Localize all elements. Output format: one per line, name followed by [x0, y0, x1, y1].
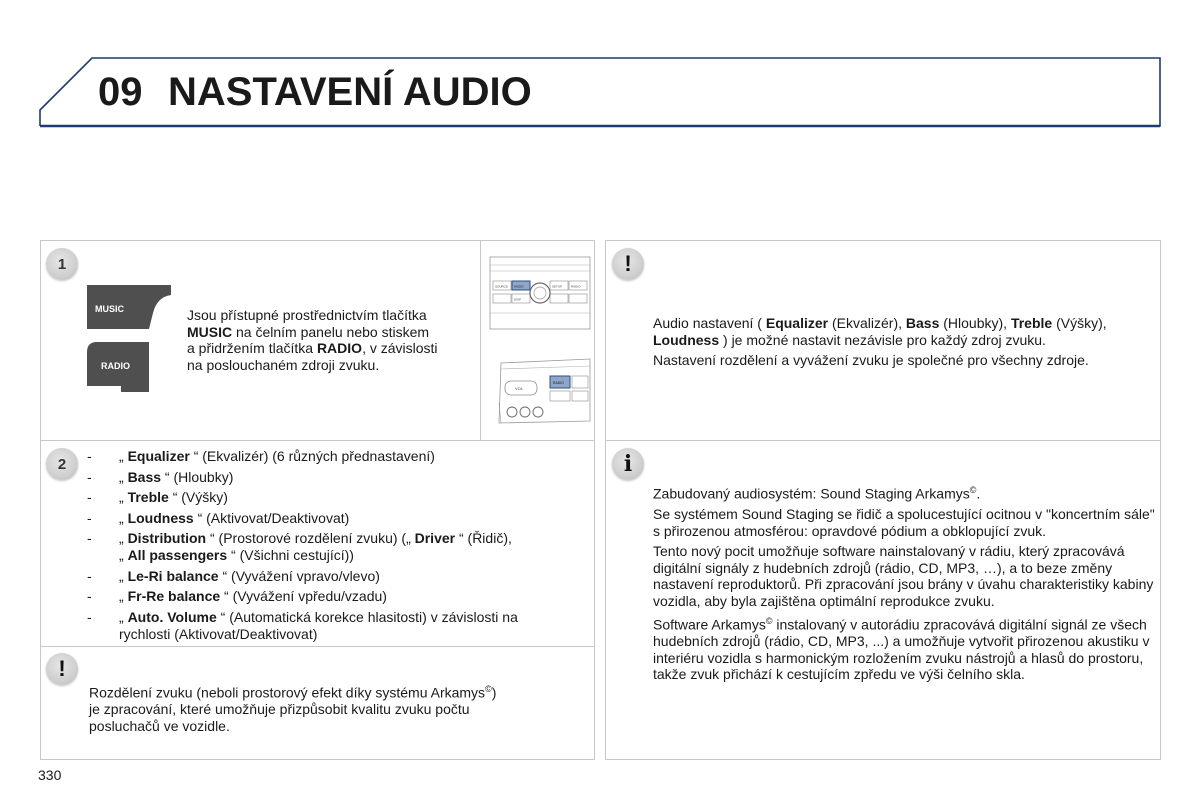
chapter-title: NASTAVENÍ AUDIO: [168, 70, 532, 114]
list-item: - „ Fr-Re balance “ (Vyvážení vpředu/vzadu): [87, 588, 387, 604]
page-number: 330: [38, 767, 62, 783]
audio-settings-list: [87, 448, 587, 646]
svg-text:SETUP: SETUP: [552, 284, 563, 289]
svg-text:DISP: DISP: [514, 297, 522, 302]
step-2-badge: 2: [46, 448, 78, 480]
control-panel-illustration: [481, 241, 595, 440]
list-item: - „ Le-Ri balance “ (Vyvážení vpravo/vlevo): [87, 567, 380, 584]
step-1-badge: 1: [46, 248, 78, 280]
music-button-image: [87, 285, 171, 329]
svg-text:RADIO: RADIO: [553, 381, 564, 385]
svg-text:RADIO: RADIO: [571, 284, 581, 289]
list-item: - „ Distribution “ (Prostorové rozdělení zvuku) („ Driver “ (Řidič), „ All passengers “ (Všichni cestující)): [87, 530, 512, 563]
list-item: - „ Equalizer “ (Ekvalizér) (6 různých přednastavení): [87, 448, 435, 464]
svg-text:AUDIO: AUDIO: [514, 284, 524, 289]
list-item: - „ Treble “ (Výšky): [87, 489, 228, 505]
warning-icon: !: [612, 248, 644, 280]
radio-keyword: RADIO: [316, 340, 363, 356]
info-icon: i: [612, 448, 644, 480]
list-item: - „ Bass “ (Hloubky): [87, 468, 234, 485]
info-text: Zabudovaný audiosystém: Sound Staging Arkamys©. Se systémem Sound Staging se řidič a spolucestující ocitnou v "koncertním sále" s přirozenou atmosférou: opravdové pódium a obklopující zvuk. Tento nový pocit umožňuje software nainstalovaný v rádiu, který zpracovává digitální signály z hudebních zdrojů (rádio, CD, MP3, …), a to beze změny nastavení reproduktorů. Při zpracování jsou brány v úvahu charakteristiky kabiny vozidla, aby byla zajištěna optimální reprodukce zvuku. Software Arkamys© instalovaný v autorádiu zpracovává digitální signál ze všech hudebních zdrojů (rádio, CD, MP3, ...) a umožňuje vytvořit přirozenou akustiku v interiéru vozidla s harmonickým rozložením zvuku nástrojů a hlasů do prostoru, takže zvuk přichází k cestujícím zpředu ve výši čelního skla.: [653, 485, 1155, 683]
radio-button-label: RADIO: [101, 361, 130, 371]
svg-text:VOL: VOL: [515, 386, 524, 391]
radio-button-image: [87, 342, 149, 392]
warning-icon: !: [46, 653, 78, 685]
step-1-line-1: Jsou přístupné prostřednictvím tlačítka: [187, 307, 427, 323]
warning-left-text: Rozdělení zvuku (neboli prostorový efekt díky systému Arkamys©) je zpracování, které umožňuje přizpůsobit kvalitu zvuku počtu posluchačů ve vozidle.: [89, 684, 497, 734]
list-item: - „ Loudness “ (Aktivovat/Deaktivovat): [87, 509, 350, 526]
chapter-number: 09: [98, 70, 143, 114]
svg-text:SOURCE: SOURCE: [495, 284, 508, 289]
list-item: - „ Auto. Volume “ (Automatická korekce hlasitosti) v závislosti na rychlosti (Aktivovat/Deaktivovat): [87, 608, 518, 642]
step-1-text: Jsou přístupné prostřednictvím tlačítka MUSIC na čelním panelu nebo stiskem a přidržením tlačítka RADIO, v závislosti na poslouchaném zdroji zvuku.: [187, 307, 487, 373]
music-keyword: MUSIC: [187, 323, 233, 340]
music-button-label: MUSIC: [95, 304, 124, 314]
warning-right-text: Audio nastavení ( Equalizer (Ekvalizér), Bass (Hloubky), Treble (Výšky), Loudness ) je možné nastavit nezávisle pro každý zdroj zvuku. Nastavení rozdělení a vyvážení zvuku je společné pro všechny zdroje.: [653, 315, 1107, 368]
device-illustration: [480, 241, 594, 440]
